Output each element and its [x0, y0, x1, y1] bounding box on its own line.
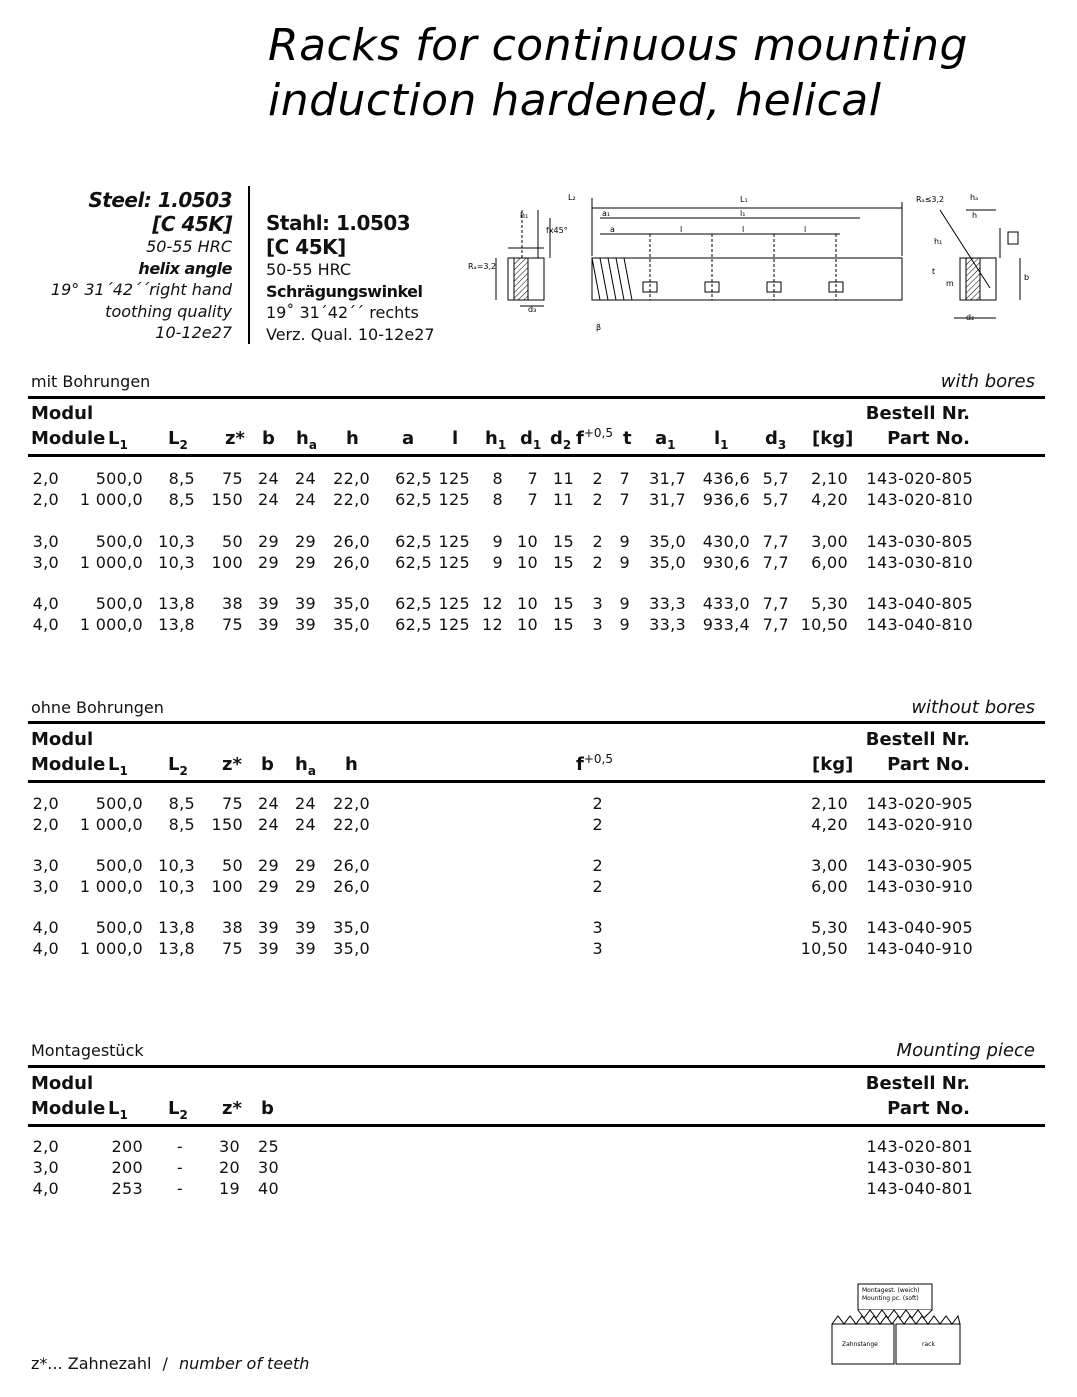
- label-h1-left: h₁: [520, 211, 529, 220]
- bores-row-cell: 15: [553, 532, 574, 551]
- mounting-row-cell: 143-040-801: [866, 1179, 973, 1198]
- nobores-row-cell: 75: [222, 939, 243, 958]
- bores-row-cell: 24: [295, 469, 316, 488]
- bores-row-cell: 500,0: [95, 594, 143, 613]
- rack-technical-drawing: [460, 188, 1040, 338]
- nobores-row-cell: 13,8: [158, 918, 195, 937]
- bores-row-cell: 10,50: [800, 615, 848, 634]
- nobores-row-cell: 29: [295, 856, 316, 875]
- footnote-de: z*... Zahnezahl: [31, 1354, 152, 1373]
- mini-label-top-2: Mounting pc. (soft): [862, 1295, 919, 1302]
- nobores-row-cell: 500,0: [95, 856, 143, 875]
- nobores-row-cell: 4,0: [32, 918, 59, 937]
- header-modul-2: Modul: [31, 729, 94, 750]
- bores-row-cell: 436,6: [702, 469, 750, 488]
- nobores-row-cell: 143-030-910: [866, 877, 973, 896]
- hardness-en: 50-55 HRC: [146, 237, 232, 256]
- bores-row-cell: 12: [482, 615, 503, 634]
- bores-row-cell: 9: [492, 532, 503, 551]
- label-l-1: l: [680, 225, 683, 234]
- nobores-row-cell: 38: [222, 918, 243, 937]
- nobores-row-cell: 3: [592, 918, 603, 937]
- rule-top-bores: [28, 396, 1045, 399]
- bores-row-cell: 10: [517, 532, 538, 551]
- nobores-row-cell: 4,20: [811, 815, 848, 834]
- bores-row-cell: 2,0: [32, 469, 59, 488]
- header-L2-2: $L_2$: [168, 754, 188, 778]
- mounting-row-cell: 40: [258, 1179, 279, 1198]
- nobores-row-cell: 143-020-910: [866, 815, 973, 834]
- mini-label-left: Zahnstange: [842, 1341, 878, 1348]
- nobores-row-cell: 24: [258, 794, 279, 813]
- bores-row-cell: 26,0: [333, 553, 370, 572]
- header-module-3: Module: [31, 1098, 106, 1119]
- quality-label-en: toothing quality: [105, 301, 232, 321]
- steel-grade-en: Steel: 1.0503: [88, 188, 232, 212]
- bores-row-cell: 75: [222, 615, 243, 634]
- label-t: t: [932, 267, 936, 276]
- bores-row-cell: 9: [492, 553, 503, 572]
- nobores-row-cell: 4,0: [32, 939, 59, 958]
- rule-top-mounting: [28, 1065, 1045, 1068]
- mounting-row-cell: 2,0: [32, 1137, 59, 1156]
- section-title-de-bores: mit Bohrungen: [31, 372, 151, 391]
- bores-row-cell: 125: [438, 594, 470, 613]
- label-l-3: l: [804, 225, 807, 234]
- label-L2: L₂: [568, 193, 576, 202]
- header-part: Part No.: [887, 428, 970, 449]
- nobores-row-cell: 143-020-905: [866, 794, 973, 813]
- nobores-row-cell: 3,0: [32, 877, 59, 896]
- mounting-row-cell: 253: [111, 1179, 143, 1198]
- bores-row-cell: 11: [553, 469, 574, 488]
- mounting-piece-figure: [828, 1282, 964, 1366]
- bores-row-cell: 7: [619, 490, 630, 509]
- bores-row-cell: 24: [258, 469, 279, 488]
- nobores-row-cell: 39: [295, 918, 316, 937]
- header-kg-2: [kg]: [812, 754, 854, 775]
- bores-row-cell: 39: [295, 594, 316, 613]
- page-title: [268, 18, 968, 128]
- nobores-row-cell: 24: [295, 794, 316, 813]
- material-spec-de: [266, 211, 435, 345]
- nobores-row-cell: 24: [258, 815, 279, 834]
- helix-value-en: 19° 31´42´´right hand: [50, 280, 232, 299]
- quality-value-de: Verz. Qual. 10-12e27: [266, 324, 435, 344]
- header-a: a: [402, 428, 415, 449]
- bores-row-cell: 24: [295, 490, 316, 509]
- mounting-row-cell: 30: [219, 1137, 240, 1156]
- nobores-row-cell: 500,0: [95, 918, 143, 937]
- nobores-row-cell: 143-040-910: [866, 939, 973, 958]
- nobores-row-cell: 26,0: [333, 856, 370, 875]
- label-L1: L₁: [740, 195, 748, 204]
- bores-row-cell: 930,6: [702, 553, 750, 572]
- bores-row-cell: 143-030-810: [866, 553, 973, 572]
- bores-row-cell: 75: [222, 469, 243, 488]
- bores-row-cell: 9: [619, 532, 630, 551]
- mounting-row-cell: 3,0: [32, 1158, 59, 1177]
- bores-row-cell: 10,3: [158, 553, 195, 572]
- header-order-3: Bestell Nr.: [865, 1073, 970, 1094]
- mounting-row-cell: 143-020-801: [866, 1137, 973, 1156]
- footnote: [31, 1354, 309, 1373]
- nobores-row-cell: 39: [258, 918, 279, 937]
- nobores-row-cell: 2,0: [32, 794, 59, 813]
- section-title-en-bores: with bores: [940, 371, 1035, 392]
- label-h1-right: h₁: [934, 237, 943, 246]
- header-d3: $d_3$: [765, 428, 787, 452]
- label-ra-left: Rₐ=3,2: [468, 262, 497, 271]
- bores-row-cell: 33,3: [649, 615, 686, 634]
- nobores-row-cell: 5,30: [811, 918, 848, 937]
- bores-row-cell: 8,5: [168, 469, 195, 488]
- bores-row-cell: 143-020-810: [866, 490, 973, 509]
- bores-row-cell: 62,5: [395, 553, 432, 572]
- bores-row-cell: 10: [517, 615, 538, 634]
- nobores-row-cell: 10,50: [800, 939, 848, 958]
- header-module-2: Module: [31, 754, 106, 775]
- bores-row-cell: 15: [553, 615, 574, 634]
- label-a: a: [610, 225, 615, 234]
- section-title-de-mounting: Montagestück: [31, 1041, 144, 1060]
- bores-row-cell: 2: [592, 469, 603, 488]
- bores-row-cell: 1 000,0: [79, 615, 143, 634]
- bores-row-cell: 13,8: [158, 594, 195, 613]
- bores-row-cell: 22,0: [333, 469, 370, 488]
- bores-row-cell: 7,7: [762, 553, 789, 572]
- bores-row-cell: 143-040-810: [866, 615, 973, 634]
- nobores-row-cell: 75: [222, 794, 243, 813]
- bores-row-cell: 150: [211, 490, 243, 509]
- header-part-3: Part No.: [887, 1098, 970, 1119]
- nobores-row-cell: 500,0: [95, 794, 143, 813]
- bores-row-cell: 31,7: [649, 469, 686, 488]
- bores-row-cell: 35,0: [649, 553, 686, 572]
- header-z-3: z*: [222, 1098, 242, 1119]
- nobores-row-cell: 29: [258, 856, 279, 875]
- nobores-row-cell: 22,0: [333, 794, 370, 813]
- bores-row-cell: 29: [258, 532, 279, 551]
- quality-value-en: 10-12e27: [155, 323, 232, 342]
- bores-row-cell: 62,5: [395, 615, 432, 634]
- label-h-right: h: [972, 211, 978, 220]
- bores-row-cell: 5,7: [762, 490, 789, 509]
- bores-row-cell: 26,0: [333, 532, 370, 551]
- bores-row-cell: 11: [553, 490, 574, 509]
- bores-row-cell: 29: [295, 553, 316, 572]
- header-L2-3: $L_2$: [168, 1098, 188, 1122]
- bores-row-cell: 29: [258, 553, 279, 572]
- rule-header-mounting: [28, 1124, 1045, 1127]
- bores-row-cell: 5,7: [762, 469, 789, 488]
- bores-row-cell: 125: [438, 490, 470, 509]
- nobores-row-cell: 35,0: [333, 939, 370, 958]
- nobores-row-cell: 100: [211, 877, 243, 896]
- mounting-row-cell: -: [176, 1179, 183, 1198]
- bores-row-cell: 125: [438, 532, 470, 551]
- bores-row-cell: 2: [592, 532, 603, 551]
- mounting-row-cell: 19: [219, 1179, 240, 1198]
- helix-label-en: helix angle: [138, 258, 232, 278]
- header-order: Bestell Nr.: [865, 403, 970, 424]
- label-d2: d₂: [966, 313, 975, 322]
- nobores-row-cell: 143-030-905: [866, 856, 973, 875]
- bores-row-cell: 9: [619, 553, 630, 572]
- bores-row-cell: 39: [258, 594, 279, 613]
- bores-row-cell: 3,0: [32, 553, 59, 572]
- material-spec-en: [51, 188, 232, 344]
- section-title-en-mounting: Mounting piece: [896, 1040, 1035, 1061]
- mounting-row-cell: 25: [258, 1137, 279, 1156]
- footnote-sep: /: [162, 1354, 168, 1373]
- material-divider: [248, 186, 250, 344]
- bores-row-cell: 430,0: [702, 532, 750, 551]
- bores-row-cell: 62,5: [395, 594, 432, 613]
- helix-value-de: 19˚ 31´42´´ rechts: [266, 303, 419, 322]
- bores-row-cell: 12: [482, 594, 503, 613]
- mounting-row-cell: -: [176, 1158, 183, 1177]
- nobores-row-cell: 1 000,0: [79, 815, 143, 834]
- mounting-row-cell: 30: [258, 1158, 279, 1177]
- bores-row-cell: 35,0: [333, 615, 370, 634]
- label-ra-right: Rₐ≤3,2: [916, 195, 945, 204]
- nobores-row-cell: 150: [211, 815, 243, 834]
- nobores-row-cell: 22,0: [333, 815, 370, 834]
- header-b-2: b: [261, 754, 274, 775]
- header-modul-3: Modul: [31, 1073, 94, 1094]
- nobores-row-cell: 50: [222, 856, 243, 875]
- header-kg: [kg]: [812, 428, 854, 449]
- nobores-row-cell: 143-040-905: [866, 918, 973, 937]
- rule-header-nobores: [28, 780, 1045, 783]
- bores-row-cell: 7,7: [762, 532, 789, 551]
- label-angle: β: [596, 323, 602, 332]
- header-h-2: h: [345, 754, 358, 775]
- section-title-de-nobores: ohne Bohrungen: [31, 698, 164, 717]
- label-d3: d₃: [528, 305, 537, 314]
- header-t: t: [623, 428, 632, 449]
- nobores-row-cell: 24: [295, 815, 316, 834]
- label-b: b: [1024, 273, 1030, 282]
- helix-label-de: Schrägungswinkel: [266, 281, 423, 301]
- mounting-row-cell: 200: [111, 1137, 143, 1156]
- nobores-row-cell: 29: [258, 877, 279, 896]
- bores-row-cell: 5,30: [811, 594, 848, 613]
- nobores-row-cell: 29: [295, 877, 316, 896]
- bores-row-cell: 3: [592, 594, 603, 613]
- nobores-row-cell: 2,0: [32, 815, 59, 834]
- bores-row-cell: 7: [527, 469, 538, 488]
- header-L2: $L_2$: [168, 428, 188, 452]
- bores-row-cell: 100: [211, 553, 243, 572]
- mini-label-right: rack: [922, 1341, 935, 1348]
- nobores-row-cell: 26,0: [333, 877, 370, 896]
- label-a1: a₁: [602, 209, 611, 218]
- bores-row-cell: 1 000,0: [79, 553, 143, 572]
- header-ha-2: $h_a$: [295, 754, 316, 778]
- bores-row-cell: 35,0: [649, 532, 686, 551]
- nobores-row-cell: 3,0: [32, 856, 59, 875]
- header-z-2: z*: [222, 754, 242, 775]
- header-modul: Modul: [31, 403, 94, 424]
- rule-header-bores: [28, 454, 1045, 457]
- header-L1-2: $L_1$: [108, 754, 128, 778]
- label-l1: l₁: [740, 209, 746, 218]
- bores-row-cell: 29: [295, 532, 316, 551]
- bores-row-cell: 143-020-805: [866, 469, 973, 488]
- header-f-2: $f^{+0,5}$: [576, 752, 613, 775]
- bores-row-cell: 7,7: [762, 615, 789, 634]
- label-l-2: l: [742, 225, 745, 234]
- bores-row-cell: 8,5: [168, 490, 195, 509]
- header-z: z*: [225, 428, 245, 449]
- bores-row-cell: 6,00: [811, 553, 848, 572]
- bores-row-cell: 125: [438, 615, 470, 634]
- bores-row-cell: 35,0: [333, 594, 370, 613]
- nobores-row-cell: 13,8: [158, 939, 195, 958]
- header-L1: $L_1$: [108, 428, 128, 452]
- nobores-row-cell: 1 000,0: [79, 939, 143, 958]
- bores-row-cell: 62,5: [395, 469, 432, 488]
- bores-row-cell: 39: [258, 615, 279, 634]
- nobores-row-cell: 10,3: [158, 877, 195, 896]
- mounting-row-cell: -: [176, 1137, 183, 1156]
- rule-top-nobores: [28, 721, 1045, 724]
- nobores-row-cell: 2: [592, 815, 603, 834]
- bores-row-cell: 7: [527, 490, 538, 509]
- nobores-row-cell: 3,00: [811, 856, 848, 875]
- mounting-row-cell: 4,0: [32, 1179, 59, 1198]
- steel-grade-de: Stahl: 1.0503: [266, 211, 411, 235]
- bores-row-cell: 13,8: [158, 615, 195, 634]
- bores-row-cell: 33,3: [649, 594, 686, 613]
- bores-row-cell: 39: [295, 615, 316, 634]
- header-module: Module: [31, 428, 106, 449]
- nobores-row-cell: 2: [592, 794, 603, 813]
- nobores-row-cell: 2: [592, 856, 603, 875]
- title-line-1: Racks for continuous mounting: [268, 20, 968, 71]
- nobores-row-cell: 8,5: [168, 794, 195, 813]
- mounting-row-cell: 200: [111, 1158, 143, 1177]
- label-ha: hₐ: [970, 193, 979, 202]
- bores-row-cell: 2: [592, 553, 603, 572]
- bores-row-cell: 500,0: [95, 532, 143, 551]
- mini-label-top-1: Montagest. (weich): [862, 1287, 920, 1294]
- header-b: b: [262, 428, 275, 449]
- header-d1: $d_1$: [520, 428, 542, 452]
- bores-row-cell: 4,0: [32, 615, 59, 634]
- bores-row-cell: 3: [592, 615, 603, 634]
- header-ha: $h_a$: [296, 428, 317, 452]
- bores-row-cell: 936,6: [702, 490, 750, 509]
- bores-row-cell: 2: [592, 490, 603, 509]
- bores-row-cell: 2,10: [811, 469, 848, 488]
- header-order-2: Bestell Nr.: [865, 729, 970, 750]
- bores-row-cell: 10,3: [158, 532, 195, 551]
- mounting-row-cell: 143-030-801: [866, 1158, 973, 1177]
- bores-row-cell: 8: [492, 490, 503, 509]
- title-line-2: induction hardened, helical: [268, 75, 882, 126]
- nobores-row-cell: 1 000,0: [79, 877, 143, 896]
- bores-row-cell: 50: [222, 532, 243, 551]
- bores-row-cell: 4,20: [811, 490, 848, 509]
- bores-row-cell: 8: [492, 469, 503, 488]
- bores-row-cell: 10: [517, 553, 538, 572]
- nobores-row-cell: 2,10: [811, 794, 848, 813]
- header-part-2: Part No.: [887, 754, 970, 775]
- bores-row-cell: 7,7: [762, 594, 789, 613]
- header-h: h: [346, 428, 359, 449]
- bores-row-cell: 31,7: [649, 490, 686, 509]
- nobores-row-cell: 6,00: [811, 877, 848, 896]
- header-L1-3: $L_1$: [108, 1098, 128, 1122]
- bores-row-cell: 125: [438, 469, 470, 488]
- header-f: $f^{+0,5}$: [576, 426, 613, 449]
- bores-row-cell: 143-030-805: [866, 532, 973, 551]
- bores-row-cell: 433,0: [702, 594, 750, 613]
- mounting-row-cell: 20: [219, 1158, 240, 1177]
- nobores-row-cell: 39: [258, 939, 279, 958]
- header-h1: $h_1$: [485, 428, 507, 452]
- bores-row-cell: 143-040-805: [866, 594, 973, 613]
- bores-row-cell: 15: [553, 553, 574, 572]
- header-a1: $a_1$: [655, 428, 676, 452]
- nobores-row-cell: 3: [592, 939, 603, 958]
- bores-row-cell: 62,5: [395, 532, 432, 551]
- bores-row-cell: 125: [438, 553, 470, 572]
- header-b-3: b: [261, 1098, 274, 1119]
- nobores-row-cell: 35,0: [333, 918, 370, 937]
- bores-row-cell: 22,0: [333, 490, 370, 509]
- bores-row-cell: 3,00: [811, 532, 848, 551]
- header-l1: $l_1$: [714, 428, 729, 452]
- header-d2: $d_2$: [550, 428, 572, 452]
- bores-row-cell: 2,0: [32, 490, 59, 509]
- hardness-de: 50-55 HRC: [266, 260, 352, 279]
- section-title-en-nobores: without bores: [911, 697, 1035, 718]
- label-m: m: [946, 279, 954, 288]
- nobores-row-cell: 10,3: [158, 856, 195, 875]
- nobores-row-cell: 39: [295, 939, 316, 958]
- nobores-row-cell: 8,5: [168, 815, 195, 834]
- bores-row-cell: 15: [553, 594, 574, 613]
- bores-row-cell: 4,0: [32, 594, 59, 613]
- bores-row-cell: 7: [619, 469, 630, 488]
- bores-row-cell: 9: [619, 594, 630, 613]
- label-fx45: fx45°: [546, 226, 568, 235]
- bores-row-cell: 62,5: [395, 490, 432, 509]
- bores-row-cell: 10: [517, 594, 538, 613]
- bores-row-cell: 933,4: [702, 615, 750, 634]
- steel-standard-de: [C 45K]: [266, 235, 346, 259]
- bores-row-cell: 38: [222, 594, 243, 613]
- steel-standard-en: [C 45K]: [152, 212, 232, 236]
- header-l: l: [452, 428, 459, 449]
- bores-row-cell: 1 000,0: [79, 490, 143, 509]
- bores-row-cell: 24: [258, 490, 279, 509]
- bores-row-cell: 3,0: [32, 532, 59, 551]
- bores-row-cell: 9: [619, 615, 630, 634]
- bores-row-cell: 500,0: [95, 469, 143, 488]
- footnote-en: number of teeth: [179, 1354, 310, 1373]
- nobores-row-cell: 2: [592, 877, 603, 896]
